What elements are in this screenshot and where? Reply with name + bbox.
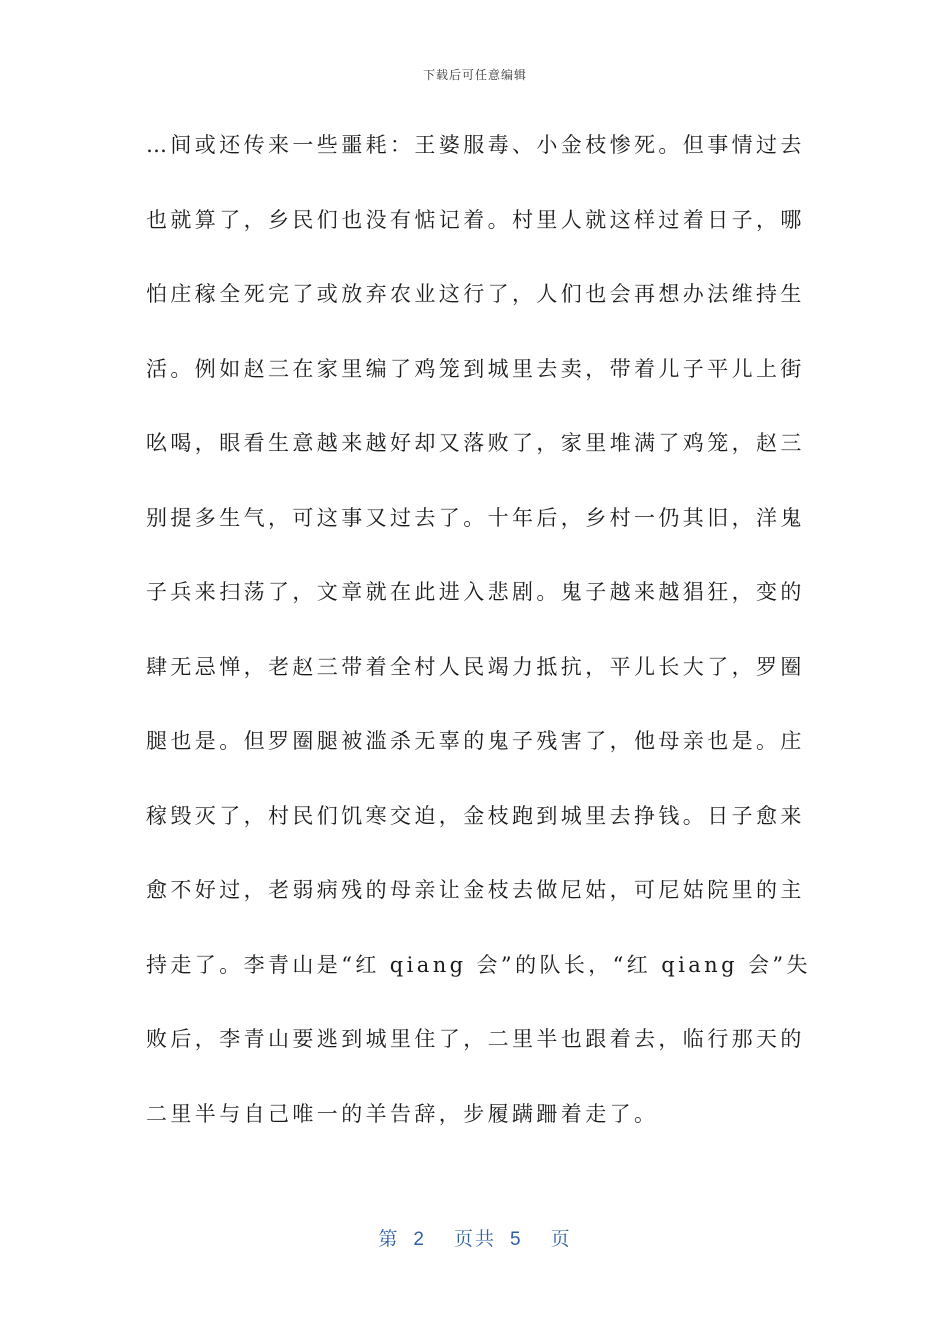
body-line: 稼毁灭了，村民们饥寒交迫，金枝跑到城里去挣钱。日子愈来 (146, 803, 805, 828)
header-note: 下载后可任意编辑 (422, 68, 527, 82)
body-text (146, 118, 811, 1161)
footer-prefix: 第 (378, 1229, 400, 1250)
body-line: 怕庄稼全死完了或放弃农业这行了，人们也会再想办法维持生 (146, 282, 805, 306)
body-line: 也就算了，乡民们也没有惦记着。村里人就这样过着日子，哪 (146, 207, 805, 232)
body-line: 活。例如赵三在家里编了鸡笼到城里去卖，带着儿子平儿上街 (146, 356, 805, 381)
body-line: 愈不好过，老弱病残的母亲让金枝去做尼姑，可尼姑院里的主 (146, 878, 805, 902)
body-line: 别提多生气，可这事又过去了。十年后，乡村一仍其旧，洋鬼 (146, 505, 805, 530)
body-line: 肆无忌惮，老赵三带着全村人民竭力抵抗，平儿长大了，罗圈 (146, 654, 805, 679)
current-page-number: 2 (413, 1229, 426, 1250)
footer-middle: 页共 (453, 1229, 496, 1250)
body-line: 败后，李青山要逃到城里住了，二里半也跟着去，临行那天的 (146, 1027, 805, 1051)
total-page-number: 5 (510, 1229, 523, 1250)
body-line: …间或还传来一些噩耗：王婆服毒、小金枝惨死。但事情过去 (146, 133, 805, 157)
body-line: 持走了。李青山是“红 qiang 会”的队长，“红 qiang 会”失 (146, 952, 811, 977)
page-footer (0, 1224, 950, 1251)
body-line: 子兵来扫荡了，文章就在此进入悲剧。鬼子越来越猖狂，变的 (146, 580, 805, 604)
body-line: 腿也是。但罗圈腿被滥杀无辜的鬼子残害了，他母亲也是。庄 (146, 729, 805, 753)
body-line: 二里半与自己唯一的羊告辞，步履蹒跚着走了。 (146, 1101, 659, 1126)
body-line: 吆喝，眼看生意越来越好却又落败了，家里堆满了鸡笼，赵三 (146, 431, 805, 455)
footer-suffix: 页 (550, 1229, 572, 1250)
